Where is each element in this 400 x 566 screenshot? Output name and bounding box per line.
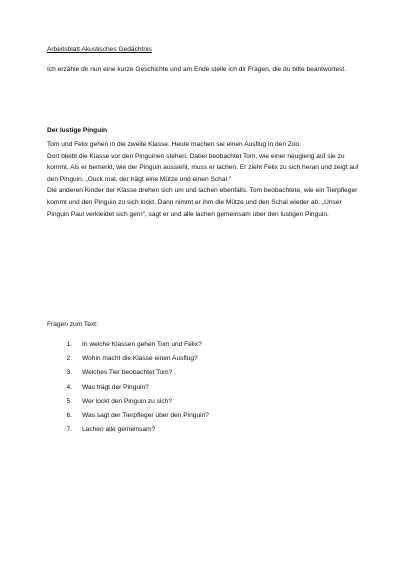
intro-text: Ich erzähle dir nun eine kurze Geschichte und am Ende stelle ich dir Fragen, die du bitte beantwortest. bbox=[47, 66, 347, 73]
story-paragraph: Tom und Felix gehen in die zweite Klasse. Heute machen sie einen Ausflug in den Zoo. bbox=[47, 141, 302, 148]
question-item bbox=[47, 395, 365, 409]
question-text: Wohin macht die Klasse einen Ausflug? bbox=[82, 355, 198, 363]
question-text: Lachen alle gemeinsam? bbox=[82, 426, 156, 434]
question-text: Welches Tier beobachtet Tom? bbox=[82, 369, 173, 377]
story-body bbox=[47, 139, 365, 220]
question-number: 7. bbox=[66, 426, 72, 434]
question-number: 4. bbox=[66, 383, 72, 391]
question-text: Was sagt der Tierpfleger über den Pinguin? bbox=[82, 412, 209, 420]
questions-title: Fragen zum Text: bbox=[47, 321, 98, 328]
question-number: 6. bbox=[66, 412, 72, 420]
question-number: 5. bbox=[66, 397, 72, 405]
question-item bbox=[47, 409, 365, 423]
worksheet-heading: Arbeitsblatt Akustisches Gedächtnis bbox=[47, 46, 152, 53]
question-item bbox=[47, 381, 365, 395]
story-paragraph: Die anderen Kinder der Klasse drehen sich um und lachen ebenfalls. Tom beobachtete, wie ein Tierpfleger kommt und den Pinguin zu sich lockt. Dann nimmt er ihm die Mütze und den Schal wieder ab. „Unser Pinguin Paul verkleidet sich gern“, sagt er und alle lachen gemeinsam über den lustigen Pinguin. bbox=[47, 187, 358, 218]
story-title: Der lustige Pinguin bbox=[47, 127, 108, 134]
question-text: Wer lockt den Pinguin zu sich? bbox=[82, 397, 173, 405]
question-text: In welche Klassen gehen Tom und Felix? bbox=[82, 341, 202, 348]
question-number: 1. bbox=[66, 341, 72, 348]
question-number: 2. bbox=[66, 355, 72, 363]
question-number: 3. bbox=[66, 369, 72, 377]
question-item bbox=[47, 423, 365, 437]
question-text: Was trägt der Pinguin? bbox=[82, 383, 149, 391]
question-item bbox=[47, 352, 365, 366]
story-paragraph: Dort bleibt die Klasse vor den Pinguinen stehen. Dabei beobachtet Tom, wie einer neugierig auf sie zu kommt. Als er bemerkt, wie der Pinguin aussieht, muss er lachen. Er zieht Felix zu sich heran und zeigt auf den Pinguin. „Guck mal, der trägt eine Mütze und einen Schal.“ bbox=[47, 152, 359, 183]
question-item bbox=[47, 338, 365, 352]
question-item bbox=[47, 366, 365, 380]
questions-list bbox=[47, 338, 365, 437]
